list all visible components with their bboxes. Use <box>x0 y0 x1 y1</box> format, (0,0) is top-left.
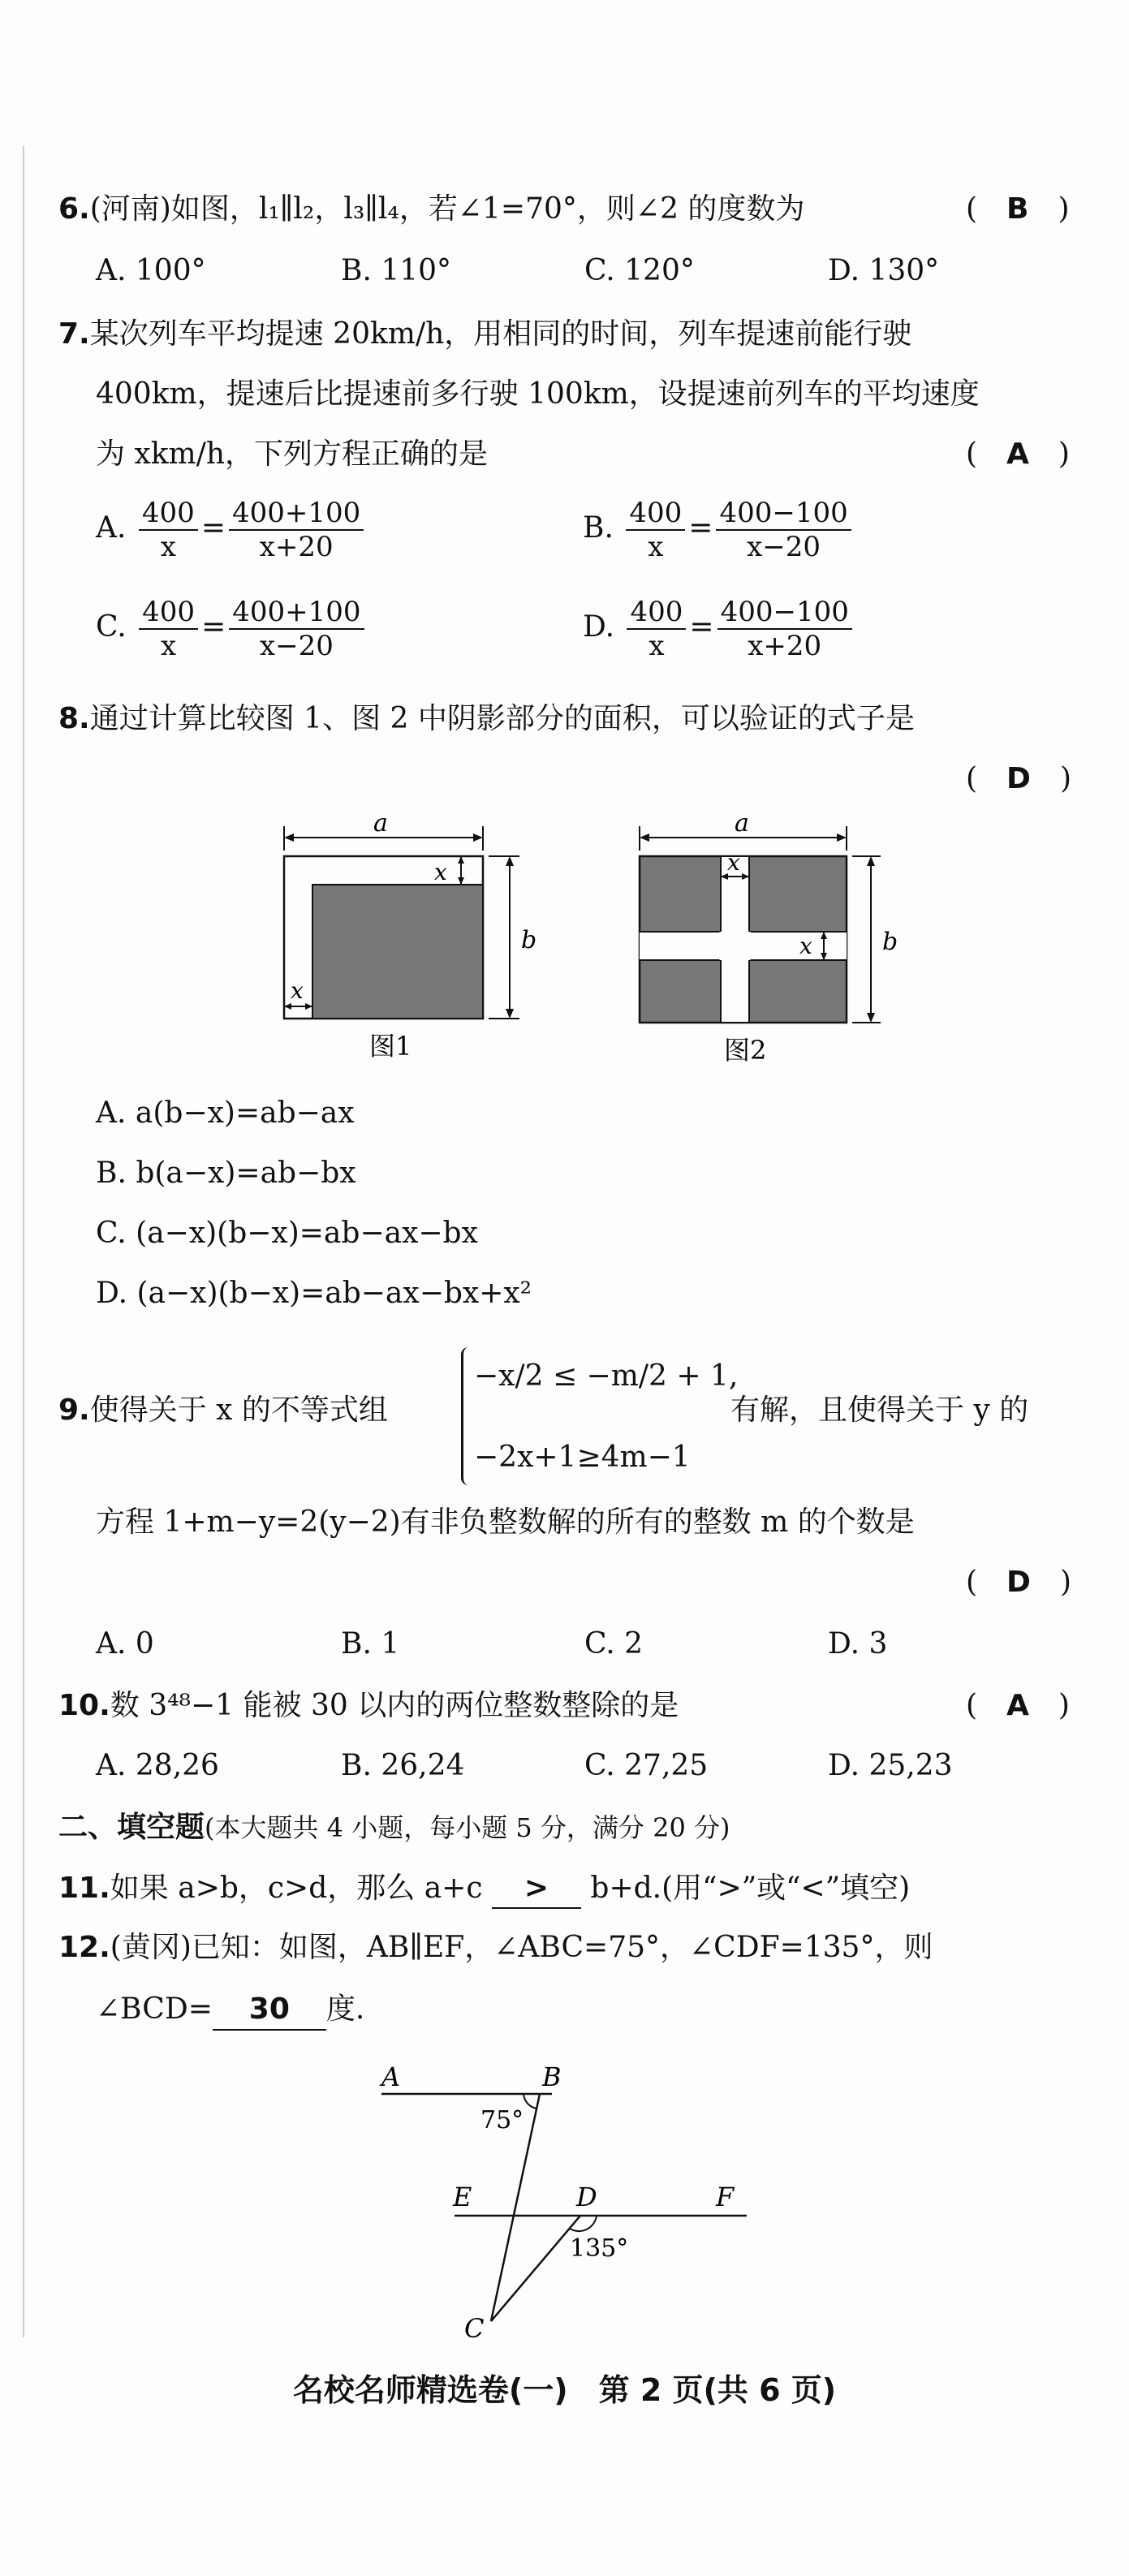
fig1-x-left-label: x <box>291 977 304 1004</box>
q8-option-b: B. b(a−x)=ab−bx <box>96 1157 356 1190</box>
q9-inequality-1: −x/2 ≤ −m/2 + 1, <box>474 1359 739 1393</box>
q12-stem-line1 <box>58 1928 933 1967</box>
q6-stem <box>58 190 804 229</box>
q7-option-b-right <box>716 497 851 563</box>
q10-answer-value: A <box>1006 1689 1029 1722</box>
frac-num: 400+100 <box>229 497 364 531</box>
frac-num: 400−100 <box>717 596 852 630</box>
fig1-a-label: a <box>373 812 388 838</box>
q7-stem-line3: 为 xkm/h，下列方程正确的是 <box>96 437 489 471</box>
q10-answer: ( A ) <box>966 1689 1070 1722</box>
q7-option-b-label: B. <box>583 511 614 545</box>
q6-answer-value: B <box>1006 192 1029 226</box>
section-2-note: (本大题共 4 小题，每小题 5 分，满分 20 分) <box>205 1812 730 1843</box>
frac-den: x <box>160 531 176 563</box>
q7-option-a-right <box>229 497 364 563</box>
q7-option-a-left <box>139 497 198 563</box>
angle-abc-arc <box>524 2094 536 2109</box>
binding-margin-line <box>23 146 24 2337</box>
q10-stem <box>58 1686 679 1725</box>
q11-number: 11. <box>58 1872 110 1905</box>
page-footer: 名校名师精选卷(一) 第 2 页(共 6 页) <box>292 2372 837 2408</box>
section-2-heading <box>58 1808 730 1847</box>
q9-system-brace <box>461 1347 468 1485</box>
frac-den: x−20 <box>259 630 334 662</box>
q7-option-d-left <box>627 596 686 662</box>
angle-75-label: 75° <box>480 2106 524 2134</box>
fig2-x-vertical-label: x <box>727 849 740 876</box>
q9-answer-value: D <box>1006 1566 1031 1599</box>
q9-option-a: A. 0 <box>96 1627 154 1661</box>
q7-option-d-label: D. <box>583 610 615 644</box>
q7-answer-value: A <box>1006 437 1029 471</box>
q6-answer: ( B ) <box>966 192 1070 226</box>
section-2-title: 二、填空题 <box>58 1811 205 1844</box>
frac-num: 400+100 <box>229 596 364 630</box>
frac-den: x+20 <box>748 630 822 662</box>
q11-text-part2: b+d.(用“>”或“<”填空) <box>590 1872 911 1905</box>
q10-option-d: D. 25,23 <box>828 1749 953 1782</box>
q11-answer-blank: > <box>492 1868 581 1909</box>
fig2-a-label: a <box>735 812 749 838</box>
frac-num: 400−100 <box>716 497 851 531</box>
q7-option-b: B. $\frac{400}{x}$ = $\frac{400-100}{x-20}$ <box>583 497 855 563</box>
q9-option-c: C. 2 <box>584 1627 644 1661</box>
q6-option-c: C. 120° <box>584 254 695 287</box>
q7-option-b-left <box>626 497 685 563</box>
q12-suffix: 度. <box>325 1992 365 2026</box>
q12-answer-blank: 30 <box>213 1990 326 2031</box>
fig2-b-label: b <box>882 928 898 956</box>
q8-answer: ( D ) <box>966 762 1071 795</box>
fig2-horizontal-strip <box>640 932 847 960</box>
q12-stem-line2 <box>96 1990 364 2031</box>
frac-den: x+20 <box>259 531 334 563</box>
q9-option-d: D. 3 <box>828 1627 888 1661</box>
q8-option-d: D. (a−x)(b−x)=ab−ax−bx+x² <box>96 1277 532 1310</box>
q9-option-b: B. 1 <box>341 1627 400 1661</box>
q7-option-c-label: C. <box>96 610 127 644</box>
q10-option-a: A. 28,26 <box>96 1749 219 1782</box>
q7-option-a: A. $\frac{400}{x}$ = $\frac{400+100}{x+20}$ <box>96 497 367 563</box>
q9-suffix: 有解，且使得关于 y 的 <box>730 1394 1029 1427</box>
q7-text-line1: 某次列车平均提速 20km/h，用相同的时间，列车提速前能行驶 <box>89 317 912 351</box>
q12-figure <box>357 2061 779 2346</box>
q9-stem-line2: 方程 1+m−y=2(y−2)有非负整数解的所有的整数 m 的个数是 <box>96 1506 915 1539</box>
frac-num: 400 <box>626 497 685 531</box>
q11-stem <box>58 1868 910 1909</box>
q8-figure-2 <box>640 812 898 1066</box>
fig1-x-top-label: x <box>434 859 447 885</box>
q8-option-c: C. (a−x)(b−x)=ab−ax−bx <box>96 1217 478 1250</box>
frac-num: 400 <box>627 596 686 630</box>
angle-135-label: 135° <box>570 2234 629 2263</box>
q8-number: 8. <box>58 702 90 735</box>
q7-stem-line2: 400km，提速后比提速前多行驶 100km，设提速前列车的平均速度 <box>96 377 980 411</box>
q6-option-a: A. 100° <box>96 254 206 287</box>
point-d-label: D <box>576 2182 597 2212</box>
segment-dc <box>491 2216 580 2321</box>
q8-figure-1 <box>284 812 536 1062</box>
q6-text: (河南)如图，l₁∥l₂，l₃∥l₄，若∠1=70°，则∠2 的度数为 <box>89 192 805 226</box>
frac-den: x <box>648 531 664 563</box>
q10-option-c: C. 27,25 <box>584 1749 709 1782</box>
q7-option-a-label: A. <box>96 511 127 545</box>
q7-option-c-right <box>229 596 364 662</box>
q9-answer: ( D ) <box>966 1566 1071 1599</box>
q12-text-line1: (黄冈)已知：如图，AB∥EF，∠ABC=75°，∠CDF=135°，则 <box>110 1931 933 1964</box>
q7-number: 7. <box>58 317 90 351</box>
q8-text: 通过计算比较图 1、图 2 中阴影部分的面积，可以验证的式子是 <box>89 702 915 735</box>
q11-text-part1: 如果 a>b，c>d，那么 a+c <box>110 1872 483 1905</box>
q12-number: 12. <box>58 1931 110 1964</box>
q9-number: 9. <box>58 1394 90 1427</box>
frac-num: 400 <box>139 497 198 531</box>
q6-option-b: B. 110° <box>341 254 452 287</box>
point-e-label: E <box>453 2182 472 2212</box>
point-f-label: F <box>716 2182 735 2212</box>
q8-option-a: A. a(b−x)=ab−ax <box>96 1096 355 1130</box>
point-b-label: B <box>542 2061 562 2092</box>
q10-option-b: B. 26,24 <box>341 1749 465 1782</box>
q9-stem-line1 <box>58 1391 388 1430</box>
q9-inequality-2: −2x+1≥4m−1 <box>474 1441 691 1474</box>
q7-option-c: C. $\frac{400}{x}$ = $\frac{400+100}{x-20}$ <box>96 596 368 662</box>
q8-stem <box>58 700 915 739</box>
q7-option-c-left <box>139 596 198 662</box>
q7-stem-line1 <box>58 315 911 354</box>
q6-option-d: D. 130° <box>828 254 940 287</box>
q7-option-d-right <box>717 596 852 662</box>
fig1-b-label: b <box>521 926 537 954</box>
frac-den: x <box>649 630 665 662</box>
q8-figures <box>268 812 917 1088</box>
q7-option-d: D. $\frac{400}{x}$ = $\frac{400-100}{x+20}$ <box>583 596 855 662</box>
frac-den: x <box>161 630 177 662</box>
q10-number: 10. <box>58 1689 110 1722</box>
point-a-label: A <box>381 2061 401 2092</box>
q6-number: 6. <box>58 192 90 226</box>
q9-prefix: 使得关于 x 的不等式组 <box>89 1394 388 1427</box>
frac-num: 400 <box>139 596 198 630</box>
fig2-x-horizontal-label: x <box>799 933 812 959</box>
q12-prefix: ∠BCD= <box>96 1992 213 2026</box>
q10-text: 数 3⁴⁸−1 能被 30 以内的两位整数整除的是 <box>110 1689 679 1722</box>
q7-answer: ( A ) <box>966 437 1070 471</box>
q8-answer-value: D <box>1006 762 1031 795</box>
fig2-caption: 图2 <box>724 1035 767 1066</box>
point-c-label: C <box>464 2313 485 2344</box>
frac-den: x−20 <box>747 531 821 563</box>
fig1-caption: 图1 <box>369 1031 412 1062</box>
fig1-shaded-rect <box>312 885 483 1019</box>
